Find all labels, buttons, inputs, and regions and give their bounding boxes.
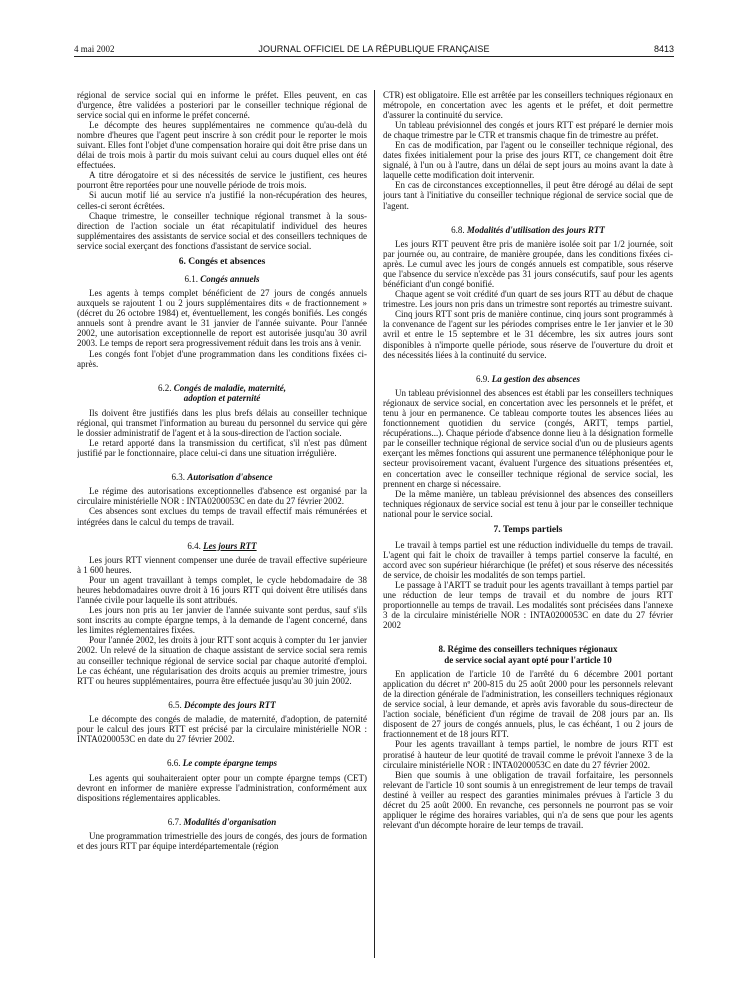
paragraph: Le passage à l'ARTT se traduit pour les agents travaillant à temps partiel par une réduction de leur temps de travail et du nombre de jours RTT proportionnelle au temps de travail. Les modalités sont précisées dans l'annexe 3 de la circulaire ministérielle NOR : INTA0200053C en date du 27 février 2002 [383,579,673,631]
header-journal-title: JOURNAL OFFICIEL DE LA RÉPUBLIQUE FRANÇAISE [258,44,490,54]
subsection-title: Le compte épargne temps [182,758,277,769]
subsection-number: 6.3. [171,471,188,482]
paragraph: Ils doivent être justifiés dans les plus brefs délais au conseiller technique régional, qui transmet l'information au bureau du personnel du service qui gère le dossier administratif de l'agent et à la sous-direction de l'action sociale. [77,407,367,438]
paragraph: En cas de circonstances exceptionnelles, il peut être dérogé au délai de sept jours tant à l'initiative du conseiller technique régional de service social que de l'agent. [383,180,673,211]
subsection-number: 6.4. [187,540,204,551]
section-heading-8 [383,644,673,665]
subsection-title: Modalités d'organisation [183,816,277,827]
paragraph: A titre dérogatoire et si des nécessités de service le justifient, ces heures pourront être reportées pour une nouvelle période de trois mois. [77,170,367,191]
paragraph: Un tableau prévisionnel des absences est établi par les conseillers techniques régionaux de service social, en concertation avec les personnels et le préfet, et tenu à jour en permanence. Ce tableau comporte toutes les absences liées au fonctionnement quotidien du service (congés, ARTT, temps partiel, récupérations...). Chaque période d'absence donne lieu à la désignation formelle par le conseiller technique régional de service social d'un ou de plusieurs agents exerçant les mêmes fonctions qui assurent une permanence téléphonique pour le secteur provisoirement vacant, évaluent l'urgence des situations présentées et, en concertation avec le conseiller technique régional de service social, les prennent en charge si nécessaire. [383,388,673,489]
paragraph: Pour l'année 2002, les droits à jour RTT sont acquis à compter du 1er janvier 2002. Un relevé de la situation de chaque assistant de service social sera remis au conseiller technique régional de service social par chaque autorité d'emploi. Le cas échéant, une régularisation des droits acquis au premier trimestre, jours RTT ou heures supplémentaires, pourra être effectuée jusqu'au 30 juin 2002. [77,635,367,686]
subsection-heading-6-4 [77,541,367,552]
subsection-number: 6.9. [476,373,492,384]
paragraph: Le décompte des congés de maladie, de maternité, d'adoption, de paternité pour le calcul des jours RTT est précisé par la circulaire ministérielle NOR : INTA0200053C en date du 27 février 2002. [77,714,367,745]
paragraph: Les congés font l'objet d'une programmation dans les conditions fixées ci-après. [77,348,367,369]
subsection-heading-6-9 [383,374,673,385]
section-heading-6: 6. Congés et absences [178,256,266,267]
column-divider [374,90,375,958]
subsection-title-line-2: adoption et paternité [183,393,261,404]
paragraph: Le décompte des heures supplémentaires ne commence qu'au-delà du nombre d'heures que l'agent peut inscrire à son crédit pour le reporter le mois suivant. Elles font l'objet d'une compensation horaire qui doit être prise dans un délai de trois mois à partir du mois suivant celui au cours duquel elles ont été effectuées. [77,120,367,171]
subsection-number: 6.7. [167,816,184,827]
subsection-title: La gestion des absences [491,373,580,384]
subsection-title: Congés de maladie, maternité, [173,382,286,393]
paragraph: Le retard apporté dans la transmission du certificat, s'il n'est pas dûment justifié par le fonctionnaire, place celui-ci dans une situation irrégulière. [77,437,367,458]
paragraph: Ces absences sont exclues du temps de travail effectif mais rémunérées et intégrées dans le calcul du temps de travail. [77,506,367,527]
paragraph: Si aucun motif lié au service n'a justifié la non-récupération des heures, celles-ci seront écrêtées. [77,190,367,211]
paragraph: Les agents qui souhaiteraient opter pour un compte épargne temps (CET) devront en informer de manière expresse l'administration, conformément aux dispositions réglementaires applicables. [77,772,367,803]
subsection-title: Modalités d'utilisation des jours RTT [466,224,605,235]
left-column [77,90,367,960]
subsection-number: 6.5. [168,699,184,710]
subsection-title: Congés annuels [200,273,260,284]
subsection-heading-6-5 [77,700,367,711]
paragraph: Pour les agents travaillant à temps partiel, le nombre de jours RTT est proratisé à hauteur de leur quotité de travail comme le prévoit l'annexe 3 de la circulaire ministérielle NOR : INTA0200053C en date du 27 février 2002. [383,739,673,770]
right-column [383,90,673,960]
header-rule [74,56,674,57]
paragraph: Le travail à temps partiel est une réduction individuelle du temps de travail. L'agent qui fait le choix de travailler à temps partiel conserve la faculté, en accord avec son supérieur hiérarchique (le préfet) et sous réserve des nécessités de service, de choisir les modalités de son temps partiel. [383,539,673,580]
subsection-heading-6-7 [77,817,367,828]
subsection-number: 6.6. [167,758,183,769]
paragraph: De la même manière, un tableau prévisionnel des absences des conseillers techniques régionaux de service social est tenu à jour par le conseiller technique national pour le service social. [383,488,673,519]
header-date: 4 mai 2002 [74,44,115,54]
header-page-number: 8413 [653,44,674,54]
paragraph: Les jours non pris au 1er janvier de l'année suivante sont perdus, sauf s'ils sont inscrits au compte épargne temps, à la demande de l'agent concerné, dans les limites réglementaires fixées. [77,605,367,636]
section-title-line-2: de service social ayant opté pour l'article 10 [444,654,612,665]
subsection-heading-6-2 [77,383,367,404]
subsection-title: Les jours RTT [203,540,257,551]
paragraph: Les jours RTT viennent compenser une durée de travail effective supérieure à 1 600 heures. [77,555,367,576]
section-title: 8. Régime des conseillers techniques régionaux [438,644,618,655]
subsection-number: 6.2. [158,382,174,393]
subsection-heading-6-6 [77,758,367,769]
subsection-title: Décompte des jours RTT [184,699,276,710]
paragraph: Un tableau prévisionnel des congés et jours RTT est préparé le dernier mois de chaque trimestre par le CTR et transmis chaque fin de trimestre au préfet. [383,120,673,141]
subsection-heading-6-8 [383,225,673,236]
paragraph: Bien que soumis à une obligation de travail forfaitaire, les personnels relevant de l'article 10 sont soumis à un enregistrement de leur temps de travail destiné à veiller au respect des garanties minimales prévues à l'article 3 du décret du 25 août 2000. En revanche, ces personnels ne pourront pas se voir appliquer le régime des horaires variables, qui n'a de sens que pour les agents relevant d'un décompte horaire de leur temps de travail. [383,769,673,830]
paragraph: Les agents à temps complet bénéficient de 27 jours de congés annuels auxquels se rajoutent 1 ou 2 jours supplémentaires dits « de fractionnement » (décret du 26 octobre 1984) et, éventuellement, les congés bonifiés. Les congés annuels sont à prendre avant le 31 janvier de l'année suivante. Pour l'année 2002, une autorisation exceptionnelle de report est autorisée jusqu'au 30 avril 2003. Le temps de report sera progressivement réduit dans les trois ans à venir. [77,288,367,349]
paragraph: Pour un agent travaillant à temps complet, le cycle hebdomadaire de 38 heures hebdomadaires ouvre droit à 16 jours RTT qui doivent être utilisés dans l'année civile pour laquelle ils sont attribués. [77,575,367,606]
paragraph: Une programmation trimestrielle des jours de congés, des jours de formation et des jours RTT par équipe interdépartementale (région [77,831,367,852]
paragraph: CTR) est obligatoire. Elle est arrêtée par les conseillers techniques régionaux en métropole, en concertation avec les agents et le préfet, et doit permettre d'assurer la continuité du service. [383,90,673,121]
section-heading-7: 7. Temps partiels [493,524,563,535]
subsection-number: 6.1. [184,273,201,284]
paragraph: Cinq jours RTT sont pris de manière continue, cinq jours sont programmés à la convenance de l'agent sur les périodes comprises entre le 1er janvier et le 30 avril et entre le 15 septembre et le 31 décembre, les six autres jours sont disponibles à n'importe quelle période, sous réserve de l'ouverture du droit et des nécessités liées à la continuité du service. [383,309,673,360]
paragraph: Les jours RTT peuvent être pris de manière isolée soit par 1/2 journée, soit par journée ou, au contraire, de manière groupée, dans les conditions fixées ci-après. Le cumul avec les jours de congés annuels est compatible, sous réserve que l'absence du service n'excède pas 31 jours consécutifs, sauf pour les agents bénéficiant d'un congé bonifié. [383,239,673,290]
subsection-heading-6-3 [77,472,367,483]
subsection-number: 6.8. [451,224,467,235]
paragraph: régional de service social qui en informe le préfet. Elles peuvent, en cas d'urgence, être validées a posteriori par le conseiller technique régional de service social qui en informe le préfet concerné. [77,90,367,121]
paragraph: Chaque trimestre, le conseiller technique régional transmet à la sous-direction de l'action sociale un état récapitulatif individuel des heures supplémentaires des assistants de service social et des conseillers techniques de service social exerçant des fonctions d'assistant de service social. [77,210,367,251]
subsection-heading-6-1 [77,274,367,285]
subsection-title: Autorisation d'absence [187,471,273,482]
paragraph: En cas de modification, par l'agent ou le conseiller technique régional, des dates fixées initialement pour la prise des jours RTT, ce changement doit être signalé, à l'un ou à l'autre, dans un délai de sept jours au moins avant la date à laquelle cette modification doit intervenir. [383,140,673,181]
paragraph: Chaque agent se voit crédité d'un quart de ses jours RTT au début de chaque trimestre. Les jours non pris dans un trimestre sont reportés au trimestre suivant. [383,289,673,310]
paragraph: En application de l'article 10 de l'arrêté du 6 décembre 2001 portant application du décret nº 200-815 du 25 août 2000 pour les personnels relevant de la direction générale de l'administration, les conseillers techniques régionaux de service social, à leur demande, et après avis favorable du sous-directeur de l'action sociale, bénéficient d'un régime de travail de 208 jours par an. Ils disposent de 27 jours de congés annuels, plus, le cas échéant, 1 ou 2 jours de fractionnement et de 18 jours RTT. [383,669,673,740]
paragraph: Le régime des autorisations exceptionnelles d'absence est organisé par la circulaire ministérielle NOR : INTA0200053C en date du 27 février 2002. [77,486,367,507]
